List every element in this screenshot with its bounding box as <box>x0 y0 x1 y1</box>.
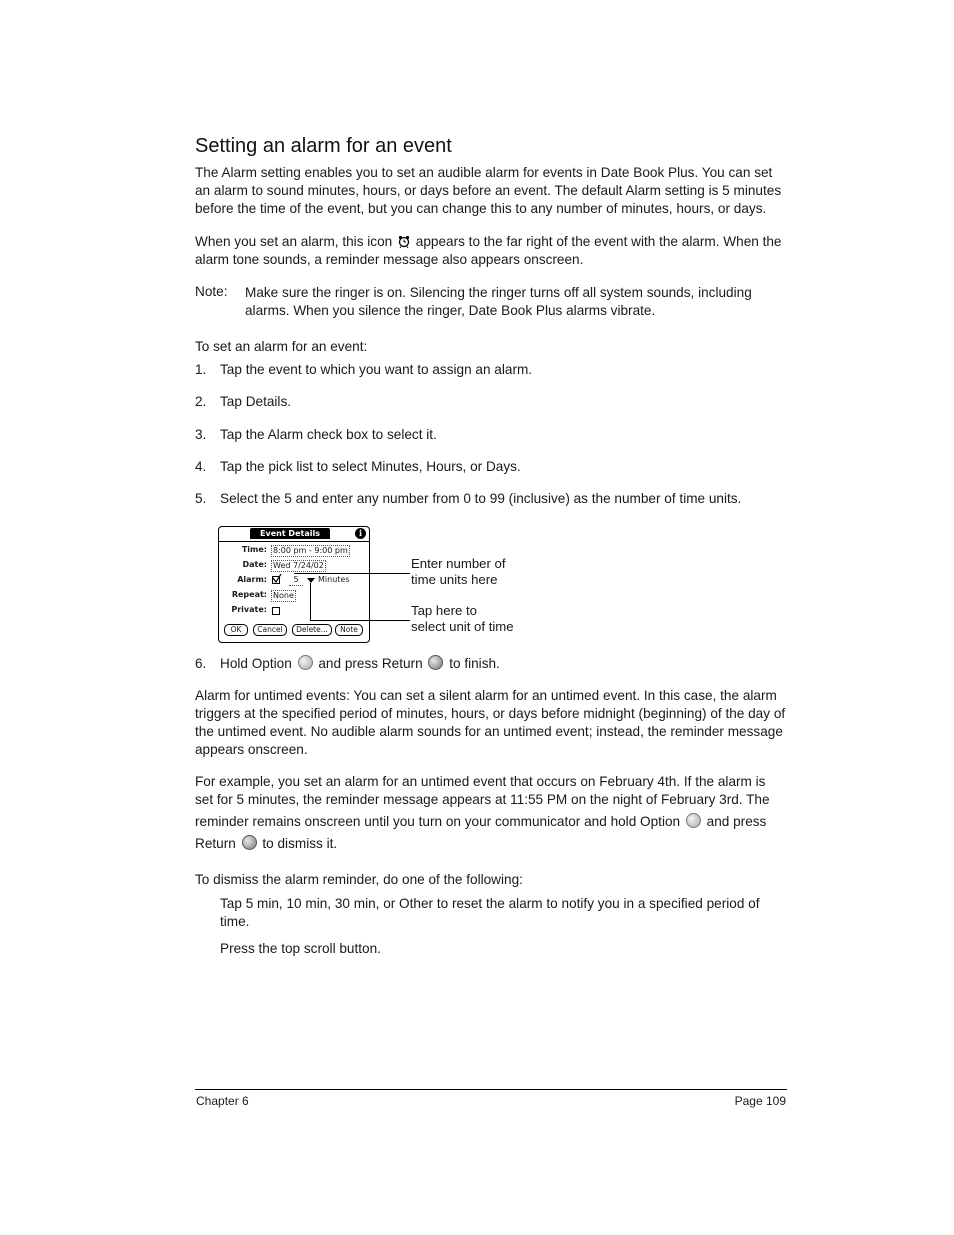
step-text: Tap the Alarm check box to select it. <box>220 427 437 442</box>
dismiss-heading: To dismiss the alarm reminder, do one of the following: <box>195 872 523 887</box>
repeat-label: Repeat: <box>231 590 267 599</box>
alarm-number-field[interactable]: 5 <box>289 575 303 586</box>
callout-line-unit-horizontal <box>310 620 410 621</box>
ok-button[interactable]: OK <box>224 624 248 636</box>
return-button-icon <box>428 655 443 670</box>
footer-chapter: Chapter 6 <box>196 1094 249 1108</box>
example-line4a: Return <box>195 836 236 851</box>
step-text: Select the 5 and enter any number from 0 to 99 (inclusive) as the number of time units. <box>220 491 742 506</box>
example-line2: set for 5 minutes, the reminder message appears at 11:55 PM on the night of February 3rd. The <box>195 792 770 807</box>
step-number: 2. <box>195 394 207 409</box>
date-label: Date: <box>242 560 267 569</box>
event-details-screenshot <box>218 526 370 643</box>
note-label: Note: <box>195 284 228 299</box>
private-label: Private: <box>231 605 267 614</box>
alarm-clock-icon <box>398 235 410 248</box>
step-number: 6. <box>195 656 207 671</box>
time-label: Time: <box>241 545 267 554</box>
event-details-titlebar <box>219 527 369 542</box>
example-line4b: to dismiss it. <box>262 836 338 851</box>
step-number: 5. <box>195 491 207 506</box>
step-2 <box>195 393 291 411</box>
step-1 <box>195 361 532 379</box>
callout-number-line1: Enter number of <box>411 556 506 571</box>
return-button-icon <box>242 835 257 850</box>
alarm-unit-picklist[interactable]: Minutes <box>318 575 350 584</box>
date-field[interactable]: Wed 7/24/02 <box>273 561 324 570</box>
step-text: Tap Details. <box>220 394 292 409</box>
example-line3 <box>195 813 790 831</box>
alarm-label: Alarm: <box>237 575 267 584</box>
event-details-title: Event Details <box>250 528 330 539</box>
step6-part1: Hold Option <box>220 656 292 671</box>
callout-unit-line1: Tap here to <box>411 603 477 618</box>
callout-line-unit-vertical <box>310 583 311 620</box>
example-paragraph <box>195 773 790 853</box>
delete-button[interactable]: Delete... <box>292 624 332 636</box>
intro-paragraph: The Alarm setting enables you to set an audible alarm for events in Date Book Plus. You can set an alarm to sound minutes, hours, or days before an event. The default Alarm setting is 5 minutes before the time of the event, but you can change this to any number of minutes, hours, or days. <box>195 165 782 216</box>
dismiss-item-2: Press the top scroll button. <box>220 941 381 956</box>
example-line1: For example, you set an alarm for an untimed event that occurs on February 4th. If the alarm is <box>195 774 766 789</box>
step-number: 1. <box>195 362 207 377</box>
footer-page-number: Page 109 <box>734 1094 786 1108</box>
triangle-down-icon[interactable] <box>307 578 315 583</box>
step-6 <box>195 655 500 673</box>
step-number: 3. <box>195 427 207 442</box>
callout-number-line2: time units here <box>411 572 498 587</box>
note-button[interactable]: Note <box>335 624 363 636</box>
option-button-icon <box>298 655 313 670</box>
dismiss-item-1: Tap 5 min, 10 min, 30 min, or Other to reset the alarm to notify you in a specified period of time. <box>220 896 760 929</box>
step-3 <box>195 426 437 444</box>
check-mark-icon <box>272 574 282 583</box>
repeat-field[interactable]: None <box>273 591 294 600</box>
alarm-icon-text-after: appears to the far right of the event with the alarm. When the alarm tone sounds, a reminder message also appears onscreen. <box>195 234 782 267</box>
footer-rule <box>195 1089 787 1090</box>
callout-line-number <box>294 573 410 574</box>
callout-unit-line2: select unit of time <box>411 619 514 634</box>
untimed-paragraph: Alarm for untimed events: You can set a silent alarm for an untimed event. In this case, the alarm triggers at the specified period of minutes, hours, or days before midnight (beginning) of the day of the untimed event. No audible alarm sounds for an untimed event; instead, the reminder message appears onscreen. <box>195 688 786 757</box>
procedure-heading: To set an alarm for an event: <box>195 339 368 354</box>
step-5 <box>195 490 741 508</box>
callout-number <box>411 556 506 588</box>
cancel-button[interactable]: Cancel <box>253 624 287 636</box>
step6-part3: to finish. <box>449 656 500 671</box>
note-text: Make sure the ringer is on. Silencing the ringer turns off all system sounds, including alarms. When you silence the ringer, Date Book Plus alarms vibrate. <box>245 285 752 318</box>
private-checkbox[interactable] <box>272 607 280 615</box>
time-field[interactable]: 8:00 pm - 9:00 pm <box>273 546 348 555</box>
step-number: 4. <box>195 459 207 474</box>
example-line3b: and press <box>706 814 767 829</box>
step6-part2: and press Return <box>318 656 423 671</box>
alarm-icon-paragraph <box>195 233 790 269</box>
example-line4 <box>195 835 790 853</box>
callout-unit <box>411 603 514 635</box>
step-text: Tap the pick list to select Minutes, Hours, or Days. <box>220 459 521 474</box>
step-4 <box>195 458 521 476</box>
info-icon: i <box>355 528 366 539</box>
alarm-icon-text-before: When you set an alarm, this icon <box>195 234 393 249</box>
example-line3a: reminder remains onscreen until you turn on your communicator and hold Option <box>195 814 681 829</box>
option-button-icon <box>686 813 701 828</box>
step-text: Tap the event to which you want to assign an alarm. <box>220 362 533 377</box>
section-title: Setting an alarm for an event <box>195 135 452 157</box>
